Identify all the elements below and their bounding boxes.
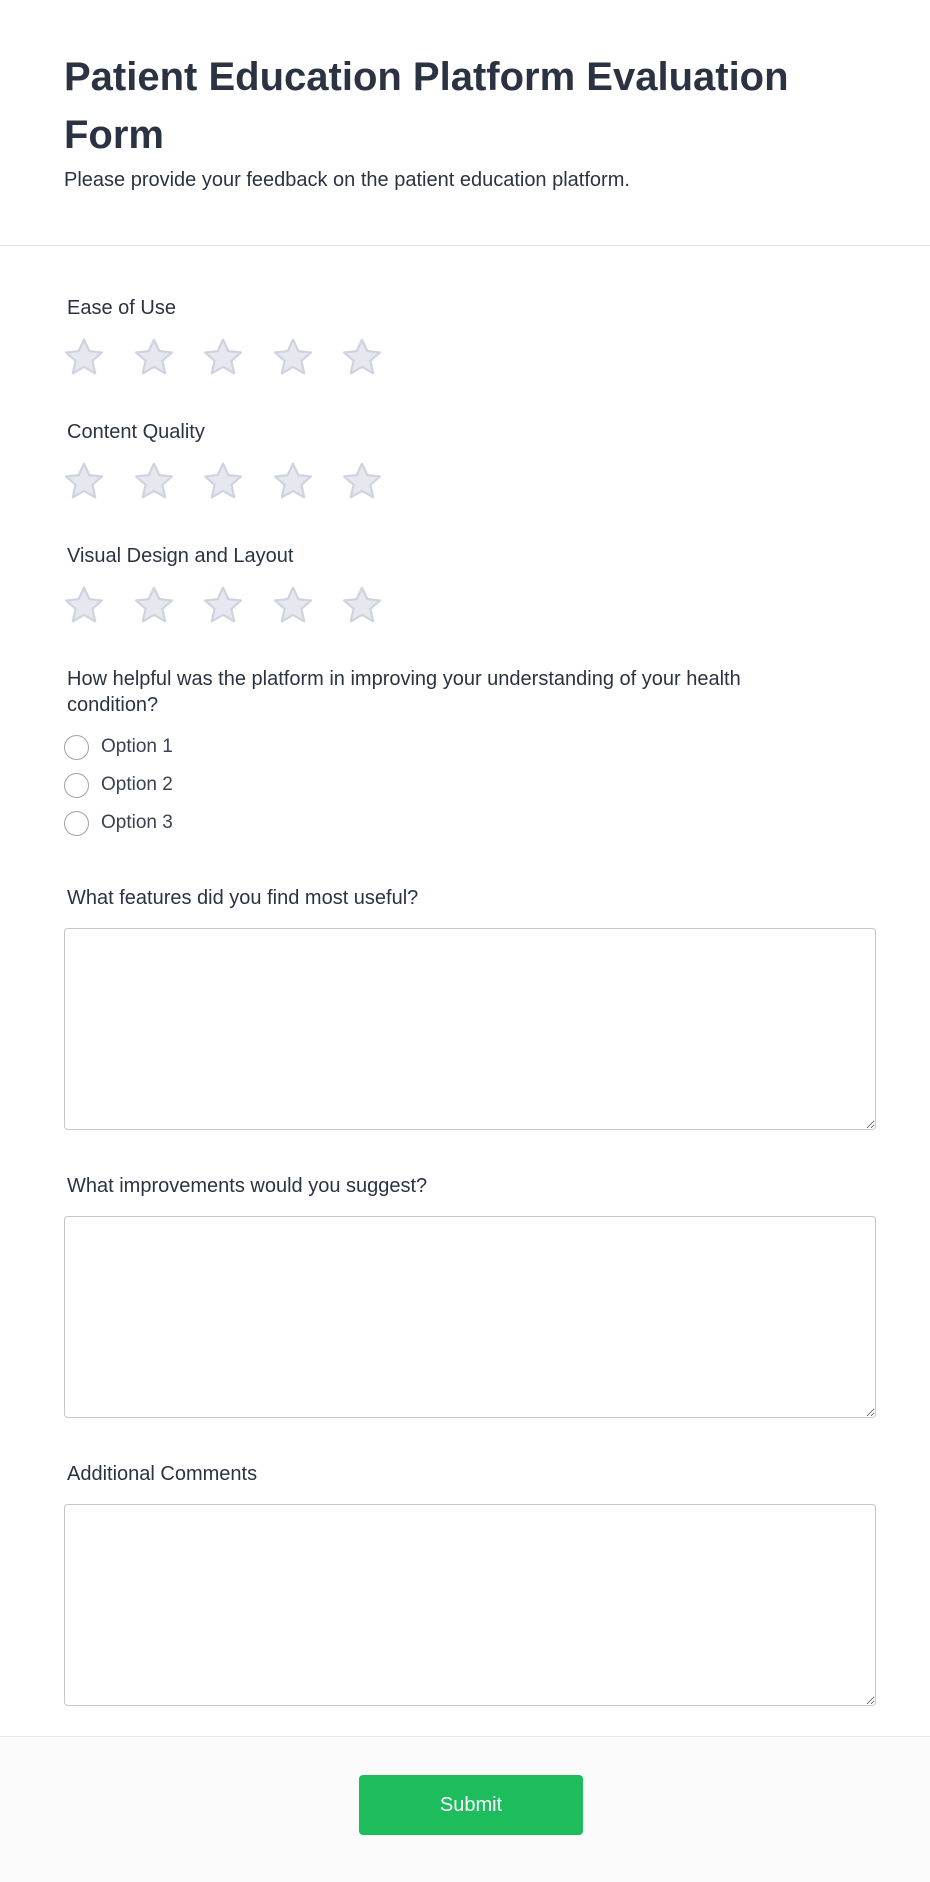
star-icon[interactable]: [340, 335, 384, 379]
star-icon[interactable]: [201, 583, 245, 627]
star-icon[interactable]: [340, 583, 384, 627]
star-icon[interactable]: [132, 335, 176, 379]
form-header: [0, 0, 930, 246]
rating-stars-content-quality[interactable]: [62, 459, 392, 503]
useful-features-textarea[interactable]: [64, 928, 876, 1130]
radio-option-label: Option 3: [101, 812, 173, 833]
radio-option-1[interactable]: [64, 734, 173, 760]
form-title: Patient Education Platform Evaluation Form: [64, 55, 789, 157]
radio-button[interactable]: [64, 773, 89, 798]
question-label-additional-comments: Additional Comments: [67, 1463, 258, 1485]
radio-option-3[interactable]: [64, 810, 173, 836]
additional-comments-textarea[interactable]: [64, 1504, 876, 1706]
star-icon[interactable]: [340, 459, 384, 503]
form-footer: [0, 1736, 930, 1882]
question-label-improvements: What improvements would you suggest?: [67, 1175, 428, 1197]
question-label-useful-features: What features did you find most useful?: [67, 887, 419, 909]
star-icon[interactable]: [271, 335, 315, 379]
rating-label-content-quality: Content Quality: [67, 421, 205, 443]
star-icon[interactable]: [132, 583, 176, 627]
radio-option-label: Option 1: [101, 736, 173, 757]
star-icon[interactable]: [62, 459, 106, 503]
form-description: Please provide your feedback on the patient education platform.: [64, 169, 630, 191]
star-icon[interactable]: [62, 583, 106, 627]
radio-button[interactable]: [64, 811, 89, 836]
star-icon[interactable]: [201, 335, 245, 379]
rating-label-visual-design: Visual Design and Layout: [67, 545, 294, 567]
rating-stars-visual-design[interactable]: [62, 583, 392, 627]
star-icon[interactable]: [62, 335, 106, 379]
radio-button[interactable]: [64, 735, 89, 760]
rating-stars-ease-of-use[interactable]: [62, 335, 392, 379]
radio-option-2[interactable]: [64, 772, 173, 798]
star-icon[interactable]: [271, 583, 315, 627]
star-icon[interactable]: [271, 459, 315, 503]
helpfulness-question: How helpful was the platform in improving your understanding of your health condition?: [67, 668, 741, 716]
star-icon[interactable]: [201, 459, 245, 503]
star-icon[interactable]: [132, 459, 176, 503]
submit-button[interactable]: Submit: [359, 1775, 583, 1835]
improvements-textarea[interactable]: [64, 1216, 876, 1418]
rating-label-ease-of-use: Ease of Use: [67, 297, 176, 319]
radio-option-label: Option 2: [101, 774, 173, 795]
